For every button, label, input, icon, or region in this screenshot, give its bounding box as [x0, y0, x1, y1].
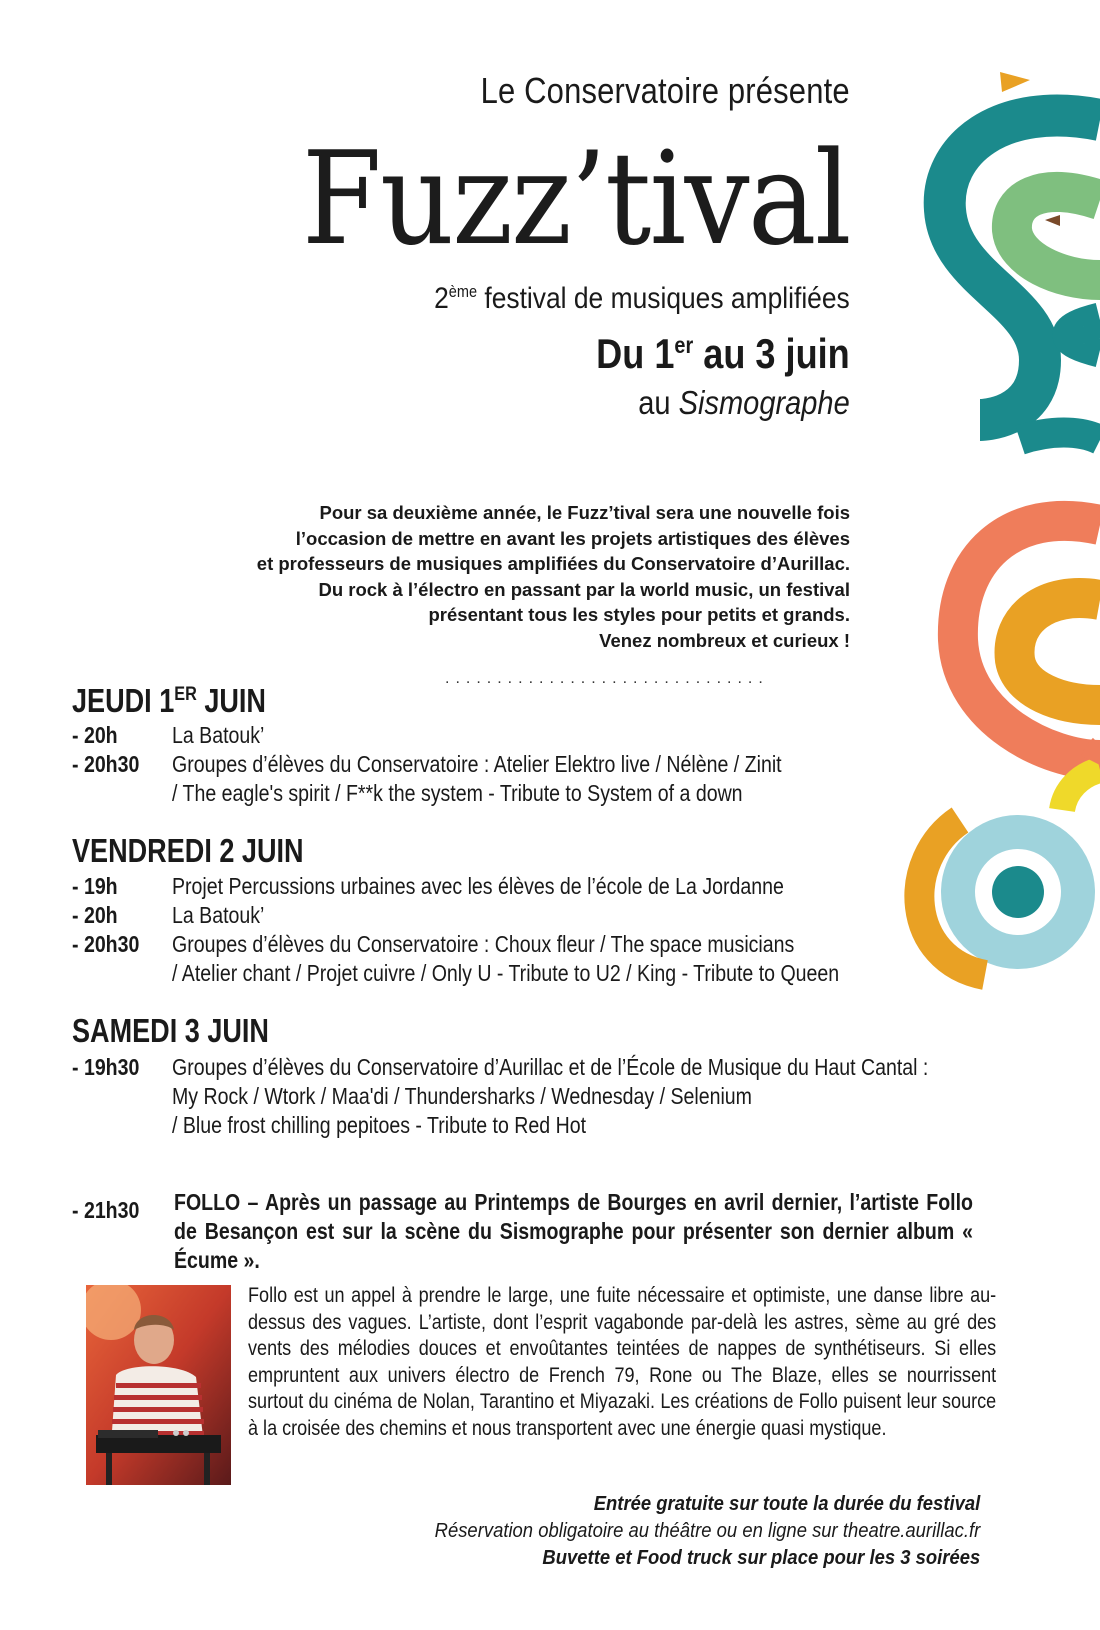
dotted-separator: ............................... [445, 670, 769, 687]
food-info: Buvette et Food truck sur place pour les 3 soirées [542, 1546, 980, 1569]
presents-line: Le Conservatoire présente [480, 70, 850, 111]
free-entry: Entrée gratuite sur toute la durée du festival [593, 1492, 980, 1515]
intro-paragraph: Pour sa deuxième année, le Fuzz’tival sera une nouvelle fois l’occasion de mettre en avant les projets artistiques des élèves et professeurs de musiques amplifiées du Conservatoire d’Aurillac. Du rock à l’électro en passant par la world music, un festival présentant tous les styles pour petits et grands. Venez nombreux et curieux ! [256, 502, 850, 651]
brown-tip [1045, 215, 1060, 226]
day-heading-jeudi: JEUDI 1ER JUIN [72, 682, 266, 719]
reservation-info: Réservation obligatoire au théâtre ou en ligne sur theatre.aurillac.fr [434, 1519, 980, 1542]
day-heading-vendredi: VENDREDI 2 JUIN [72, 832, 304, 869]
orange-arc [919, 820, 985, 975]
festival-dates: Du 1er au 3 juin [596, 330, 850, 377]
header [241, 70, 850, 422]
artist-photo [86, 1285, 231, 1485]
teal-arc-small [1020, 433, 1100, 441]
orange-wave [1015, 598, 1100, 705]
yellow-wave [1062, 770, 1100, 810]
day-heading-samedi: SAMEDI 3 JUIN [72, 1012, 269, 1049]
orange-triangle [1000, 72, 1030, 92]
festival-venue: au Sismographe [638, 384, 850, 421]
footer-info [374, 1490, 980, 1571]
orange-tail [1090, 745, 1100, 760]
teal-dot [992, 866, 1044, 918]
teal-wave-lower [1070, 320, 1100, 350]
lightblue-ring [958, 832, 1078, 952]
green-wave [1012, 192, 1100, 280]
festival-title: Fuzz’tival [302, 125, 850, 274]
coral-wave [958, 521, 1100, 760]
follo-headline: FOLLO – Après un passage au Printemps de Bourges en avril dernier, l’artiste Follo de Besançon est sur la scène du Sismographe pour présenter son dernier album « Écume ». [174, 1189, 973, 1273]
follo-time: - 21h30 [72, 1197, 140, 1223]
follo-bio: Follo est un appel à prendre le large, une fuite nécessaire et optimiste, une danse libre au-dessus des vagues. L’artiste, dont l’esprit vagabonde par-delà les astres, sème au gré des vents des mélodies douces et envoûtantes teintées de nappes de synthétiseurs. Si elles empruntent aux univers électro de French 79, Rone ou The Blaze, elles se nourrissent surtout du cinéma de Nolan, Tarantino et Miyazaki. Les créations de Follo puisent leur source à la croisée des chemins et nous transportent avec une énergie quasi mystique. [248, 1284, 997, 1440]
teal-wave [945, 116, 1100, 420]
festival-subtitle: 2ème festival de musiques amplifiées [434, 282, 850, 315]
